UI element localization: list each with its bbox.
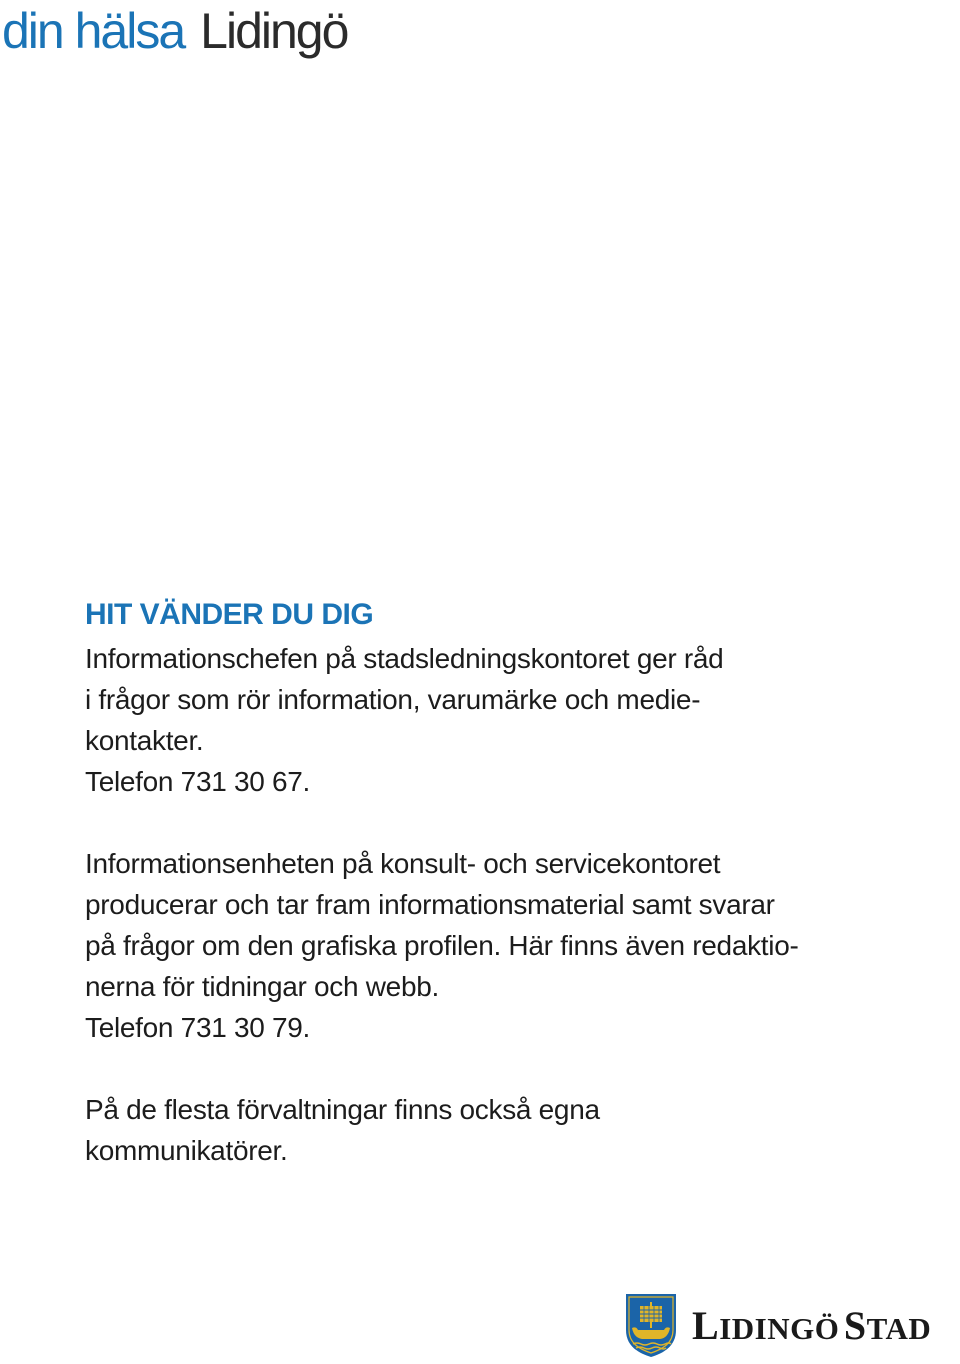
contact-section <box>85 596 905 1171</box>
logo-initial: L <box>692 1302 720 1348</box>
logo-wordmark <box>692 1302 931 1349</box>
paragraph-information-unit <box>85 843 905 1048</box>
text-line: producerar och tar fram informationsmaterial samt svarar <box>85 889 775 920</box>
text-line: i frågor som rör information, varumärke och medie- <box>85 684 701 715</box>
logo-initial: S <box>843 1302 867 1348</box>
phone-line: Telefon 731 30 79. <box>85 1012 311 1043</box>
lidingo-stad-logo <box>624 1292 931 1358</box>
logo-word-rest: TAD <box>866 1310 932 1346</box>
text-line: På de flesta förvaltningar finns också egna <box>85 1094 600 1125</box>
brand-header <box>2 0 347 62</box>
brand-city: Lidingö <box>200 3 348 59</box>
phone-line: Telefon 731 30 67. <box>85 766 311 797</box>
section-heading: HIT VÄNDER DU DIG <box>85 598 374 631</box>
text-line: kontakter. <box>85 725 204 756</box>
text-line: kommunikatörer. <box>85 1135 288 1166</box>
text-line: Informationschefen på stadsledningskontoret ger råd <box>85 643 724 674</box>
text-line: nerna för tidningar och webb. <box>85 971 439 1002</box>
paragraph-information-chief <box>85 638 905 802</box>
logo-word-rest: IDINGÖ <box>719 1310 840 1346</box>
paragraph-communicators <box>85 1089 905 1171</box>
viking-ship-shield-icon <box>624 1292 678 1358</box>
text-line: Informationsenheten på konsult- och servicekontoret <box>85 848 721 879</box>
text-line: på frågor om den grafiska profilen. Här finns även redaktio- <box>85 930 799 961</box>
brand-prefix: din hälsa <box>2 3 185 59</box>
